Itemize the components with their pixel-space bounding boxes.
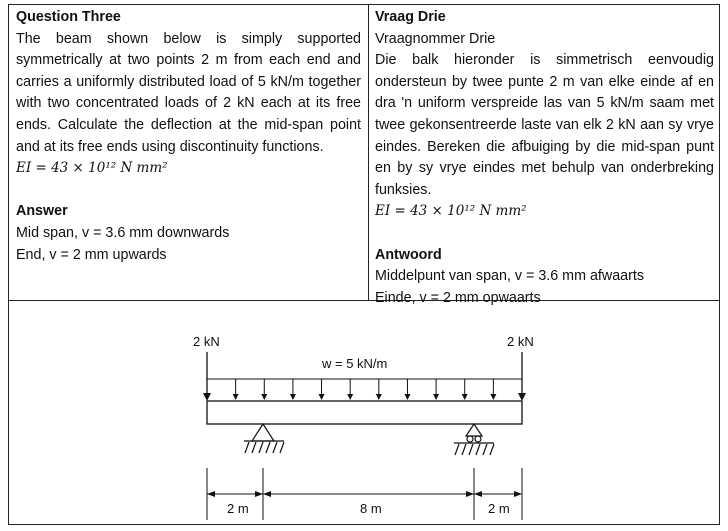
point-load-left-label: 2 kN (193, 334, 220, 349)
answer-end: End, v = 2 mm upwards (16, 246, 167, 263)
udl-arrow-head (261, 394, 267, 400)
distributed-load-arrows (204, 379, 525, 400)
question-table (8, 4, 720, 525)
udl-arrow-head (376, 394, 382, 400)
antwoord-mid-span: Middelpunt van span, v = 3.6 mm afwaarts (375, 268, 644, 285)
udl-label: w = 5 kN/m (322, 356, 388, 371)
vraag-body: Die balk hieronder is simmetrisch eenvoudig ondersteun by twee punte 2 m van elke einde af en dra 'n uniform verspreide las van 5 kN/m saam met twee gekonsentreerde laste van elk 2 kN aan sy vrye eindes. Bereken die afbuiging by die mid-span punt en by sy vrye eindes met behulp van onderbreking funksies. (375, 52, 714, 198)
column-divider (368, 5, 369, 300)
antwoord-heading: Antwoord (375, 246, 442, 263)
question-body: The beam shown below is simply supported symmetrically at two points 2 m from each end and carries a uniformly distributed load of 5 kN/m together with two concentrated loads of 2 kN each at its free ends. Calculate the deflection at the mid-span point and at its free ends using discontinuity functions. (16, 30, 361, 155)
answer-mid-span: Mid span, v = 3.6 mm downwards (16, 224, 230, 241)
dimension-mid-label: 8 m (360, 501, 382, 516)
udl-arrow-head (433, 394, 439, 400)
dimension-right-label: 2 m (488, 501, 510, 516)
point-load-right-label: 2 kN (507, 334, 534, 349)
question-column-english (16, 7, 361, 266)
udl-arrow-head (233, 394, 239, 400)
udl-arrow-head (462, 394, 468, 400)
udl-arrow-head (290, 394, 296, 400)
vraag-subheading: Vraagnommer Drie (375, 30, 496, 47)
antwoord-end: Einde, v = 2 mm opwaarts (375, 289, 541, 306)
udl-arrow-head (404, 394, 410, 400)
answer-heading: Answer (16, 203, 68, 220)
udl-arrow-head (490, 394, 496, 400)
udl-arrow-head (204, 394, 210, 400)
pin-support-left (244, 424, 284, 453)
question-heading: Question Three (16, 9, 121, 25)
vraag-heading: Vraag Drie (375, 9, 446, 25)
roller-support-right (454, 424, 494, 455)
beam-diagram (9, 301, 719, 525)
question-ei: EI = 43 × 10¹² N mm² (16, 160, 168, 177)
udl-arrow-head (319, 394, 325, 400)
vraag-ei: EI = 43 × 10¹² N mm² (375, 203, 527, 220)
udl-arrow-head (347, 394, 353, 400)
dimension-left-label: 2 m (227, 501, 249, 516)
question-column-afrikaans (375, 7, 714, 309)
dimension-line (207, 491, 522, 497)
udl-arrow-head (519, 394, 525, 400)
beam (207, 401, 522, 424)
